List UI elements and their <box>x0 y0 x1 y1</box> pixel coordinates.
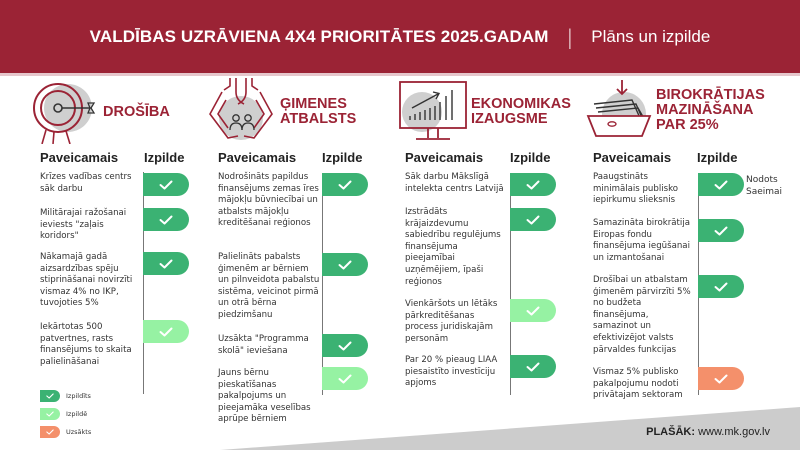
checkmark-icon <box>526 180 540 190</box>
checkmark-icon <box>338 374 352 384</box>
status-badge-done <box>143 208 189 231</box>
status-badge-done <box>143 173 189 196</box>
checkmark-icon <box>159 180 173 190</box>
page-header <box>0 0 800 73</box>
list-item-text: Uzsākta "Programma skolā" ieviešana <box>218 334 309 356</box>
status-badge-in-progress <box>143 320 189 343</box>
list-item-text: Nodrošināts papildus finansējums zemas īres mājokļu būvniecībai un atbalsts mājokļu kreditēšanai reģionos <box>218 172 319 229</box>
col1-status-header: Izpilde <box>144 150 185 165</box>
legend-label: Uzsākts <box>66 428 92 436</box>
target-arrow-icon <box>28 78 98 144</box>
status-note: Nodots Saeimai <box>746 175 783 197</box>
col4-tasks-header: Paveicamais <box>593 150 672 165</box>
list-item-text: Nākamajā gadā aizsardzības spēju stiprināšanai novirzīti vismaz 4% no IKP, tuvojoties 5% <box>40 252 133 309</box>
category-title-economy: EKONOMIKAS IZAUGSME <box>471 96 571 127</box>
list-item-text: Krīzes vadības centrs sāk darbu <box>40 172 132 194</box>
checkmark-icon <box>338 180 352 190</box>
status-badge-done <box>510 355 556 378</box>
status-badge-in-progress <box>510 299 556 322</box>
list-item-text: Iekārtotas 500 patvertnes, rasts finansējums to skaita palielināšanai <box>40 322 132 367</box>
status-badge-in-progress <box>322 367 368 390</box>
list-item-text: Paaugstināts minimālais publisko iepirkumu slieksnis <box>593 172 679 206</box>
status-badge-done <box>510 208 556 231</box>
checkmark-icon <box>159 259 173 269</box>
col2-status-line <box>322 173 323 395</box>
checkmark-icon <box>526 306 540 316</box>
family-hands-icon <box>206 78 276 144</box>
legend-label: Izpildē <box>66 410 88 418</box>
checkmark-icon <box>526 215 540 225</box>
list-item-text: Sāk darbu Mākslīgā intelekta centrs Latvijā <box>405 172 504 194</box>
col1-tasks-header: Paveicamais <box>40 150 119 165</box>
document-tray-icon <box>586 78 656 144</box>
list-item-text: Jauns bērnu pieskatīšanas pakalpojums un pieejamāka veselības aprūpe bērniem <box>218 368 311 425</box>
status-badge-done <box>322 173 368 196</box>
category-title-family: ĢIMENES ATBALSTS <box>280 96 357 127</box>
checkmark-icon <box>714 282 728 292</box>
checkmark-icon <box>714 374 728 384</box>
legend-label: Izpildīts <box>66 392 91 400</box>
page-title: VALDĪBAS UZRĀVIENA 4X4 PRIORITĀTES 2025.GADAM <box>89 26 549 46</box>
status-badge-done <box>510 173 556 196</box>
checkmark-icon <box>526 362 540 372</box>
status-badge-done <box>143 252 189 275</box>
list-item-text: Vienkāršots un lētāks pārkreditēšanas process juridiskajām personām <box>405 299 498 344</box>
col3-status-header: Izpilde <box>510 150 551 165</box>
col2-status-header: Izpilde <box>322 150 363 165</box>
list-item-text: Vismaz 5% publisko pakalpojumu nodoti privātajam sektoram <box>593 367 683 401</box>
status-badge-done <box>698 219 744 242</box>
col3-tasks-header: Paveicamais <box>405 150 484 165</box>
status-badge-started <box>698 367 744 390</box>
header-separator: | <box>566 24 574 49</box>
checkmark-icon <box>338 341 352 351</box>
checkmark-icon <box>159 327 173 337</box>
list-item-text: Palielināts pabalsts ģimenēm ar bērniem un pilnveidota pabalstu sistēma, veicinot pirmā un otrā bērna piedzimšanu <box>218 252 320 320</box>
list-item-text: Militārajai ražošanai ieviests "zaļais koridors" <box>40 208 127 242</box>
status-badge-done <box>698 275 744 298</box>
checkmark-icon <box>338 260 352 270</box>
checkmark-icon <box>159 215 173 225</box>
col4-status-header: Izpilde <box>697 150 738 165</box>
category-title-bureaucracy: BIROKRĀTIJAS MAZINĀŠANA PAR 25% <box>656 87 765 133</box>
list-item-text: Izstrādāts krājaizdevumu sabiedrību regulējums finansējuma pieejamībai uzņēmējiem, īpaši reģionos <box>405 207 501 287</box>
col1-status-line <box>143 172 144 394</box>
status-badge-done <box>322 253 368 276</box>
header-rule <box>0 73 800 76</box>
footer-label: PLAŠĀK: <box>646 426 696 438</box>
checkmark-icon <box>714 226 728 236</box>
status-badge-done <box>698 173 744 196</box>
list-item-text: Samazināta birokrātija Eiropas fondu finansējuma iegūšanai un izmantošanai <box>593 218 690 263</box>
footer-link[interactable] <box>646 426 770 438</box>
category-title-security: DROŠĪBA <box>103 104 170 120</box>
list-item-text: Par 20 % pieaug LIAA piesaistīto investīciju apjoms <box>405 355 498 389</box>
status-badge-done <box>322 334 368 357</box>
footer-url[interactable]: www.mk.gov.lv <box>698 426 770 438</box>
checkmark-icon <box>714 180 728 190</box>
footer-band <box>0 395 800 450</box>
page-subtitle: Plāns un izpilde <box>591 26 711 46</box>
list-item-text: Drošībai un atbalstam ģimenēm pārvirzīti 5% no budžeta finansējuma, samazinot un efektivizējot valsts pārvaldes funkcijas <box>593 275 691 355</box>
col2-tasks-header: Paveicamais <box>218 150 297 165</box>
growth-chart-monitor-icon <box>398 80 468 146</box>
